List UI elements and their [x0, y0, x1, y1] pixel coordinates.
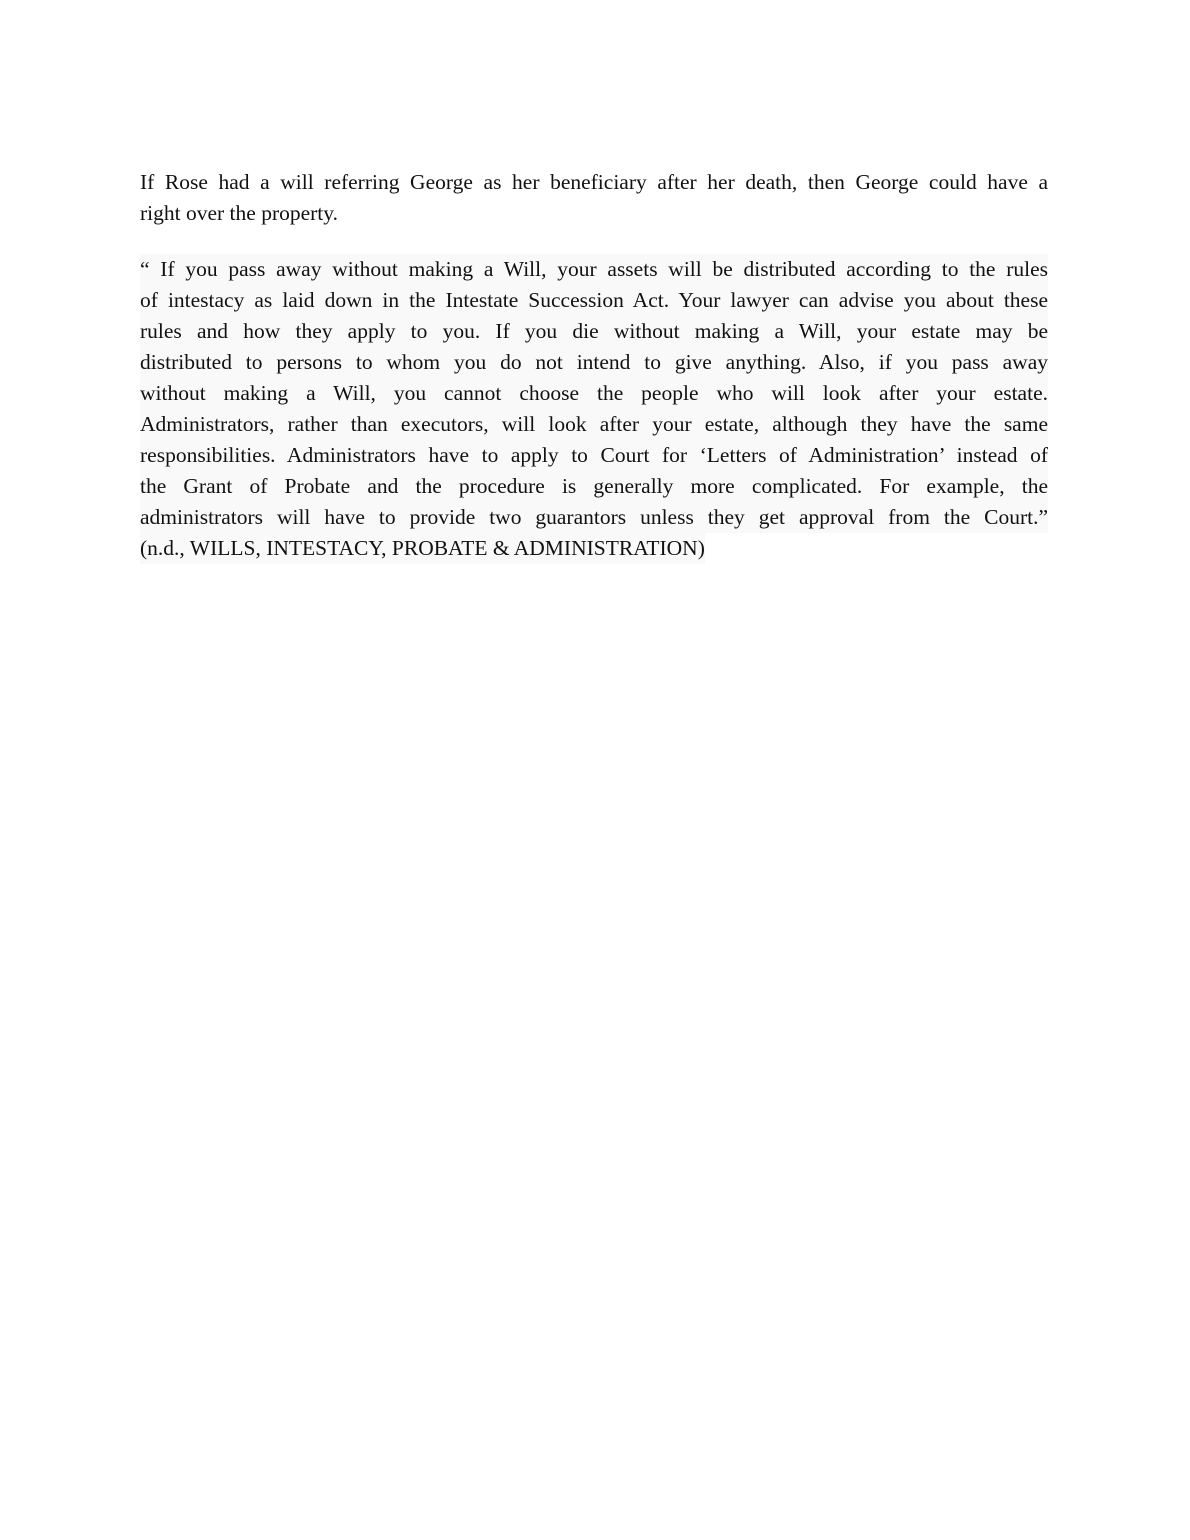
paragraph-intro: [140, 167, 1048, 229]
text-line: right over the property.: [140, 201, 339, 225]
text-line: Administrators, rather than executors, will look after your estate, although they have the same: [140, 409, 1048, 440]
text-line: rules and how they apply to you. If you die without making a Will, your estate may be: [140, 316, 1048, 347]
text-line: of intestacy as laid down in the Intestate Succession Act. Your lawyer can advise you about these: [140, 285, 1048, 316]
text-line: the Grant of Probate and the procedure is generally more complicated. For example, the: [140, 471, 1048, 502]
text-line: distributed to persons to whom you do not intend to give anything. Also, if you pass away: [140, 347, 1048, 378]
paragraph-quote: [140, 254, 1048, 564]
text-line: “ If you pass away without making a Will, your assets will be distributed according to the rules: [140, 254, 1048, 285]
text-line: administrators will have to provide two guarantors unless they get approval from the Court.”: [140, 502, 1048, 533]
text-line: responsibilities. Administrators have to apply to Court for ‘Letters of Administration’ instead of: [140, 440, 1048, 471]
text-line: without making a Will, you cannot choose the people who will look after your estate.: [140, 378, 1048, 409]
citation-line: (n.d., WILLS, INTESTACY, PROBATE & ADMINISTRATION): [140, 533, 705, 564]
text-line: If Rose had a will referring George as her beneficiary after her death, then George could have a: [140, 170, 1048, 194]
